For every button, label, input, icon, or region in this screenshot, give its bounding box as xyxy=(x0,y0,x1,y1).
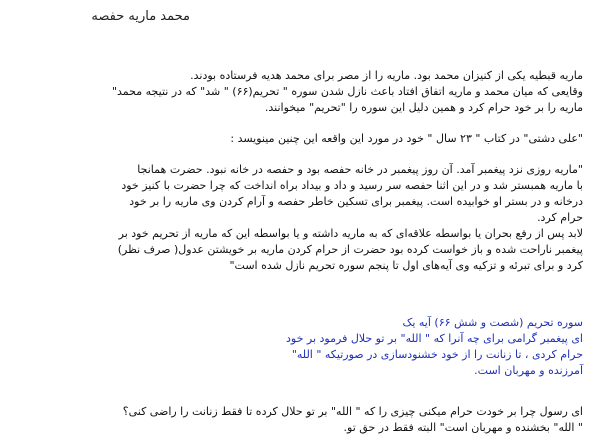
text-line: پیغمبر ناراحت شده و باز خواست کرده بود حضرت از حرام کردن ماریه بر خویشتن عدول( صرف نظر) xyxy=(117,243,583,256)
paragraph-verse-translation xyxy=(8,315,583,379)
text-line: حرام کرد. xyxy=(537,211,583,224)
text-line: "ماریه روزی نزد پیغمبر آمد. آن روز پیغمبر در خانه حفصه بود و حفصه در خانه نبود. حضرت همانجا xyxy=(137,163,583,176)
text-line: ماریه قبطیه یکی از کنیزان محمد بود. ماریه را از مصر برای محمد هدیه فرستاده بودند. xyxy=(190,69,583,82)
text-line: کرد و برای تبرئه و تزکیه وی آیه‌های اول تا پنجم سوره تحریم نازل شده است" xyxy=(229,259,583,272)
text-line: با ماریه همبستر شد و در این اثنا حفصه سر رسید و داد و بیداد براه انداخت که چرا حضرت با کنیز خود xyxy=(121,179,583,192)
page-title: محمد ماریه حفصه xyxy=(91,9,190,24)
text-line: وقایعی که میان محمد و ماریه اتفاق افتاد باعث نازل شدن سوره " تحریم(۶۶) " شد" که در نتیجه محمد" xyxy=(111,85,583,98)
text-line: درخانه و در بستر او خوابیده است. پیغمبر برای تسکین خاطر حفصه و آرام کردن وی ماریه را بر خود xyxy=(129,195,583,208)
text-line: سوره تحریم (شصت و شش ۶۶) آیه یک xyxy=(402,316,583,329)
text-line: ای رسول چرا بر خودت حرام میکنی چیزی را که " الله" بر تو حلال کرده تا فقط زنانت را راضی کنی؟ xyxy=(122,405,583,418)
text-line: حرام کردی ، تا زنانت را از خود خشنودسازی در صورتیکه " الله" xyxy=(291,348,583,361)
text-line: لابد پس از رفع بحران یا بواسطه علاقه‌ای که به ماریه داشته و یا بواسطه این که ماریه از تحریم خود بر xyxy=(118,227,583,240)
text-line: ای پیغمبر گرامی برای چه آنرا که " الله" بر تو حلال فرمود بر خود xyxy=(286,332,583,345)
paragraph-commentary xyxy=(8,404,583,436)
paragraph-citation xyxy=(8,131,583,147)
text-line: آمرزنده و مهربان است. xyxy=(474,364,583,377)
paragraph-intro xyxy=(8,68,583,116)
paragraph-quote xyxy=(8,162,583,274)
text-line: ماریه را بر خود حرام کرد و همین دلیل این سوره را "تحریم" میخوانند. xyxy=(264,101,583,114)
text-line: "علی دشتی" در کتاب " ۲۳ سال " خود در مورد این واقعه این چنین مینویسد : xyxy=(230,132,583,145)
text-line: " الله" بخشنده و مهربان است" البته فقط در حق تو. xyxy=(343,421,583,434)
